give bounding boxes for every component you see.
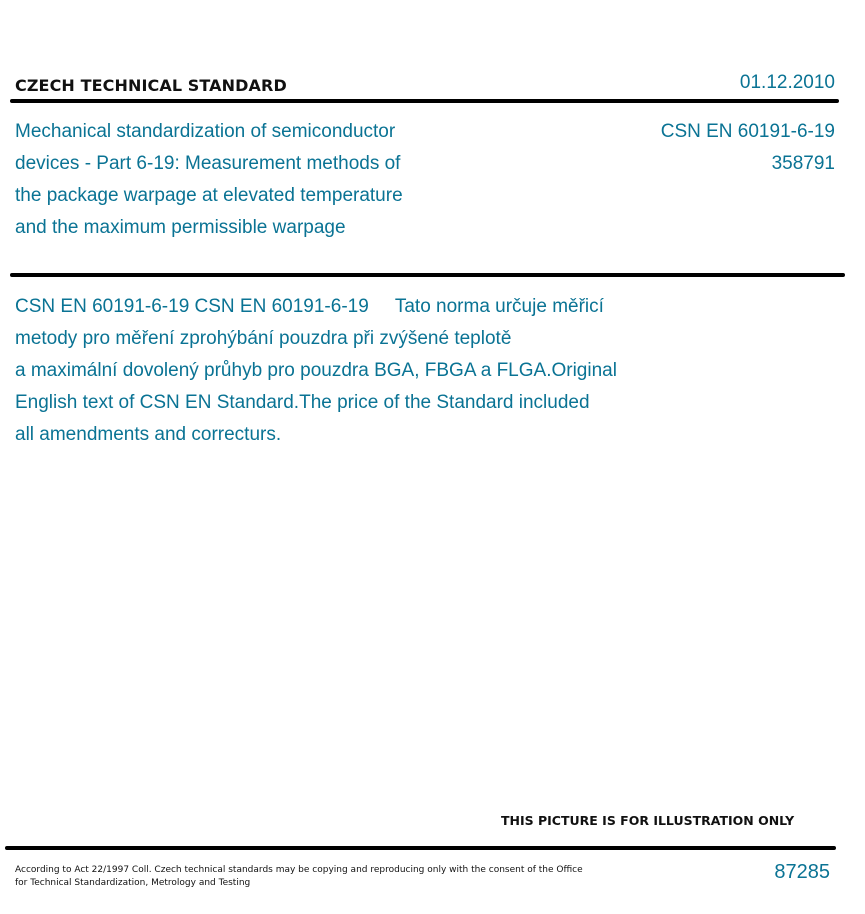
standard-title-line: Mechanical standardization of semiconductor xyxy=(15,121,396,142)
description-line: a maximální dovolený průhyb pro pouzdra BGA, FBGA a FLGA.Original xyxy=(15,360,617,381)
legal-notice-line: for Technical Standardization, Metrology and Testing xyxy=(15,878,251,888)
description-line: all amendments and correcturs. xyxy=(15,424,282,445)
standard-codes xyxy=(661,116,835,180)
legal-notice-line: According to Act 22/1997 Coll. Czech technical standards may be copying and reproducing only with the consent of the Office xyxy=(15,865,583,875)
standard-description xyxy=(15,291,715,451)
standard-code: CSN EN 60191-6-19 xyxy=(660,121,835,142)
illustration-disclaimer: THIS PICTURE IS FOR ILLUSTRATION ONLY xyxy=(501,813,795,828)
standard-title-line: devices - Part 6-19: Measurement methods of xyxy=(15,153,401,174)
standard-title-line: the package warpage at elevated temperature xyxy=(15,185,403,206)
standard-title xyxy=(15,116,485,244)
standard-title-line: and the maximum permissible warpage xyxy=(15,217,346,238)
description-line: English text of CSN EN Standard.The price of the Standard included xyxy=(15,392,590,413)
footer-divider xyxy=(5,846,836,850)
catalog-number: 358791 xyxy=(771,153,835,174)
document-number: 87285 xyxy=(774,861,830,883)
title-divider xyxy=(10,273,845,277)
publication-date: 01.12.2010 xyxy=(739,72,835,93)
document-type-label: CZECH TECHNICAL STANDARD xyxy=(15,76,287,95)
header-divider xyxy=(10,99,839,103)
description-line: metody pro měření zprohýbání pouzdra při zvýšené teplotě xyxy=(15,328,512,349)
description-line: CSN EN 60191-6-19 CSN EN 60191-6-19 Tato norma určuje měřicí xyxy=(15,296,604,317)
legal-notice xyxy=(15,864,615,890)
